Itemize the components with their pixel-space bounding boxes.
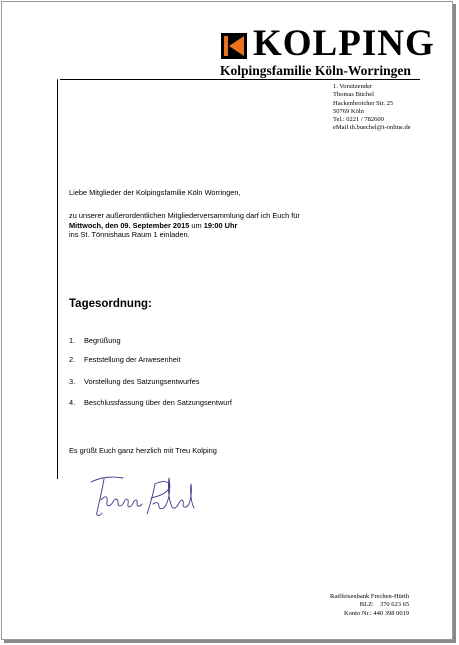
meeting-location: ins St. Tönnishaus Raum 1 einladen. [69, 230, 190, 240]
bank-name: Raiffeisenbank Frechen-Hürth [330, 593, 410, 600]
agenda-item [69, 355, 181, 364]
agenda-item [69, 336, 121, 345]
agenda-item-text: Vorstellung des Satzungsentwurfes [84, 377, 200, 386]
invitation-paragraph [69, 211, 300, 240]
kolping-logo [221, 23, 435, 64]
agenda-title: Tagesordnung: [69, 298, 152, 310]
agenda-item [69, 377, 199, 386]
bank-blz-value: 370 623 65 [379, 601, 410, 609]
agenda-item-text: Beschlussfassung über den Satzungsentwurf [84, 398, 232, 407]
agenda-item-number: 3. [69, 377, 76, 386]
closing-line: Es grüßt Euch ganz herzlich mit Treu Kolping [69, 446, 217, 455]
sender-line: Thomas Büchel [333, 91, 374, 99]
sender-line: 1. Vorsitzender [333, 83, 373, 90]
kolping-k-icon [221, 33, 247, 59]
meeting-time: 19:00 Uhr [203, 220, 238, 230]
agenda-item-number: 1. [69, 336, 76, 345]
letter-page [1, 1, 453, 640]
header-divider [60, 79, 420, 80]
bank-account: Konto Nr.: 440 398 0019 [343, 609, 410, 617]
agenda-item-number: 4. [69, 398, 76, 407]
agenda-item-number: 2. [69, 355, 76, 364]
logo-text: KOLPING [253, 23, 435, 64]
sender-address [333, 83, 411, 133]
bank-blz [330, 601, 409, 609]
bank-blz-label: BLZ: [359, 601, 374, 609]
time-connector: um [189, 220, 204, 230]
meeting-datetime [69, 221, 300, 231]
invitation-intro: zu unserer außerordentlichen Mitgliederversammlung darf ich Euch für [69, 211, 300, 220]
bank-details [330, 593, 409, 618]
handwritten-signature [87, 464, 199, 522]
greeting: Liebe Mitglieder der Kolpingsfamilie Köln Worringen, [69, 188, 241, 197]
sender-line: 50769 Köln [333, 107, 364, 115]
sender-line: eMail th.buechel@t-online.de [333, 124, 411, 132]
organization-name: Kolpingsfamilie Köln-Worringen [220, 63, 411, 78]
sender-line: Tel.: 0221 / 782600 [333, 116, 384, 124]
margin-corner-line [57, 79, 58, 479]
agenda-item [69, 398, 232, 407]
agenda-item-text: Feststellung der Anwesenheit [84, 355, 181, 364]
sender-line: Hackenbroicher Str. 25 [333, 99, 394, 107]
meeting-date: Mittwoch, den 09. September 2015 [69, 220, 190, 230]
agenda-item-text: Begrüßung [84, 336, 121, 345]
